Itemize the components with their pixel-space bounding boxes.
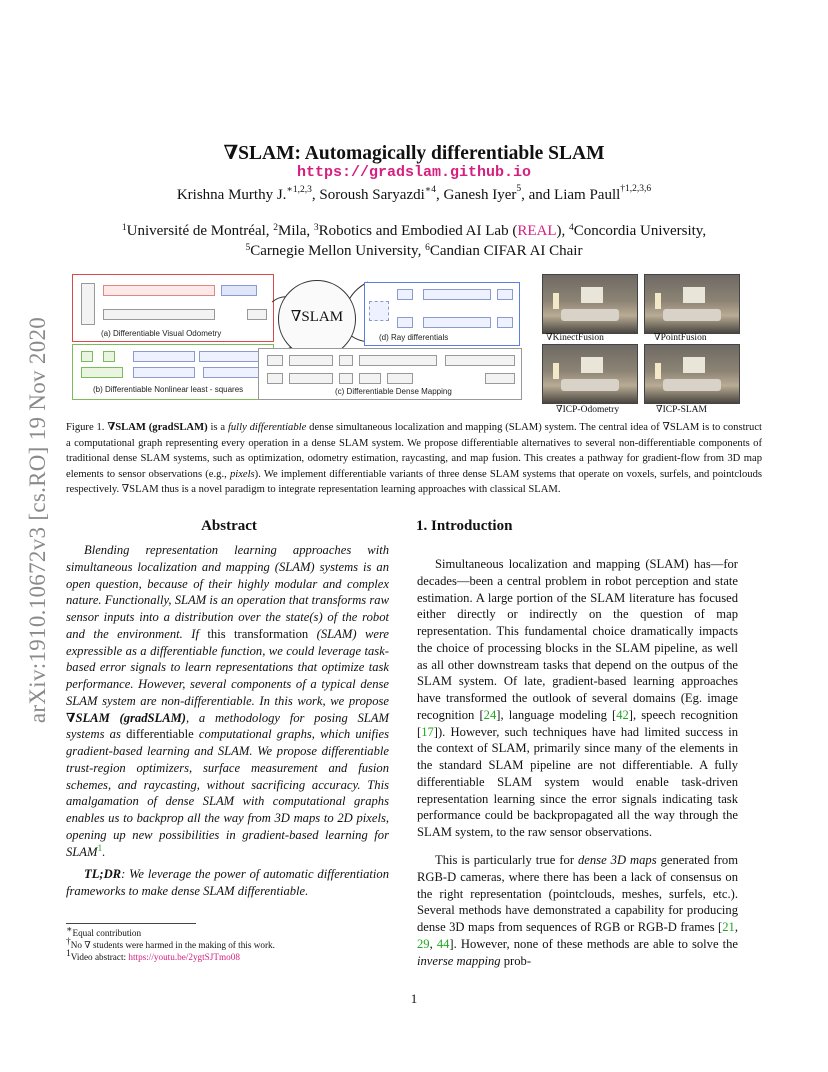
author-2-sup: ∗4 [424,185,436,195]
abstract-text: Blending representation learning approaches with simultaneous localization and mapping (SLAM) systems is an open question, because of their highly modular and complex nature. Functionally, SLAM is an operation that transforms raw sensor inputs into a distribution over the state(s) of the robot and the environment. If [66,543,389,641]
author-2: , Soroush Saryazdi [311,187,425,203]
intro-text: ], language modeling [ [496,707,617,722]
ray-node [497,317,513,328]
caption-emphasis: pixels [229,468,255,480]
arxiv-stamp-text: arXiv:1910.10672v3 [cs.RO] 19 Nov 2020 [25,316,50,724]
render-label: ∇ICP-Odometry [556,405,620,415]
ray-input [369,301,389,321]
intro-emphasis: inverse mapping [417,953,501,968]
affil-text: Université de Montréal, [126,223,274,239]
caption-text: is a [207,422,228,433]
gradslam-core-node [278,280,356,358]
abstract-bold: SLAM) [147,710,187,725]
tldr-text: : We leverage the power of automatic differentiation frameworks to make dense SLAM differentiable. [66,867,389,898]
output-block [247,309,267,320]
affiliations [60,221,768,261]
caption-label: Figure 1. [66,422,108,433]
abstract-bold: ∇SLAM (grad [66,710,148,725]
abstract-text: differentiable [126,727,194,742]
map-node [387,373,413,384]
footnote-equal-contribution [66,927,141,939]
panel-a-caption: (a) Differentiable Visual Odometry [101,329,222,338]
panel-ray-differentials [364,282,520,346]
footnote-text: Video abstract: [70,952,129,962]
node [203,367,261,378]
affil-sup: 6 [425,243,430,253]
abstract-heading: Abstract [201,518,257,534]
abstract-text: , a methodology for posing SLAM systems as [66,710,389,742]
real-lab-link[interactable]: REAL [517,223,557,239]
author-list [0,184,828,204]
footnote-text: No ∇ students were harmed in the making of this work. [70,940,275,950]
node [103,351,115,362]
affil-sup: 1 [121,223,127,233]
author-3-sup: 5 [516,184,522,194]
intro-text: This is particularly true for [435,853,578,867]
map-fusion-block [485,373,515,384]
intro-text: prob- [500,953,532,968]
render-label: ∇KinectFusion [546,333,604,343]
caption-emphasis: fully differentiable [227,422,307,433]
panel-c-caption: (c) Differentiable Dense Mapping [335,387,452,396]
paper-title: ∇SLAM: Automagically differentiable SLAM [223,143,605,164]
association-block [359,355,437,366]
affil-sup: 4 [569,223,574,233]
odometry-block [103,285,215,296]
ray-node [397,317,413,328]
measurement-block [445,355,515,366]
gaussian-block [423,317,491,328]
abstract-text: transformation [225,626,309,641]
jacobian-block [103,309,215,320]
affil-text: Robotics and Embodied AI Lab ( [318,223,518,239]
citation-link[interactable]: 17 [421,724,434,739]
panel-b-caption: (b) Differentiable Nonlinear least - squares [93,385,244,394]
map-node [339,355,353,366]
affil-text: Concordia University, [573,223,707,239]
render-pointfusion [644,274,740,334]
figure-caption [66,420,762,498]
author-1-sup: ∗1,2,3 [286,185,312,195]
node [133,367,195,378]
citation-link[interactable]: 24 [483,707,497,722]
panel-d-caption: (d) Ray differentials [379,333,449,342]
footnote-students [66,939,275,951]
abstract-text: (SLAM) were expressible as a differentiable function, we could leverage task-based error signals to learn representations that optimize task performance. However, several components of a typical dense SLAM system are non-differentiable. In this work, we propose [66,626,389,708]
map-node [359,373,381,384]
affil-sup: 3 [313,223,319,233]
footnote-symbol: ∗ [66,925,73,935]
abstract-text: computational graphs, which unifies gradient-based learning and SLAM. We propose differentiable trust-region optimizers, surface measurement and fusion schemes, and raycasting, without sacrificing accuracy. This amalgamation of dense SLAM with computational graphs enables us to backprop all the way from 3D maps to 2D pixels, opening up new possibilities in gradient-based learning for SLAM [66,727,389,859]
panel-dense-mapping [258,348,522,400]
intro-paragraph-1 [417,556,738,841]
node [81,367,123,378]
footnote-video [66,951,240,963]
citation-link[interactable]: 42 [616,707,629,722]
footnote-text: Equal contribution [72,928,142,938]
intro-text: ], speech recognition [ [417,707,738,739]
affil-sup: 5 [245,243,251,253]
intro-text: ]. However, none of these methods are able to solve the [449,936,739,951]
citation-link[interactable]: 44 [436,936,450,951]
footnote-rule [66,923,196,924]
panel-visual-odometry [72,274,274,342]
citation-link[interactable]: 29 [417,936,430,951]
project-block [289,355,333,366]
arxiv-stamp [18,280,58,760]
citation-link[interactable]: 21 [722,920,735,934]
intro-text: , [429,936,437,951]
map-node [267,373,283,384]
render-icp-slam [644,344,740,404]
project-url[interactable]: https://gradslam.github.io [296,164,532,181]
affil-sup: 2 [273,223,279,233]
intro-paragraph-2 [417,852,738,969]
render-kinectfusion [542,274,638,334]
ray-node [497,289,513,300]
panel-nonlinear-least-squares [72,344,274,400]
frame-stack [81,283,95,325]
abstract-text: this [207,626,226,641]
tldr-paragraph [66,866,389,900]
map-node [267,355,283,366]
affil-text: ), [556,223,569,239]
figure-1 [72,272,752,415]
page-number: 1 [410,991,418,1006]
footnote-symbol: † [66,937,71,947]
affil-text: Candian CIFAR AI Chair [429,243,583,259]
center-label: ∇SLAM [290,309,344,325]
caption-text: dense simultaneous localization and mapping (SLAM) system. The central idea of ∇SLAM is to construct a computational graph representing every operation in a dense SLAM system. We propose differentiable alternatives to several non-differentiable components of traditional dense SLAM systems, such as optimization, odometry estimation, raycasting, and map fusion. This creates a pathway for gradient-flow from 3D map elements to sensor observations (e.g., [66,422,762,480]
map-node [339,373,353,384]
intro-text: generated from RGB-D cameras, where there has been a lack of consensus on the right representation (pointclouds, meshes, surfels, etc.). Several methods have demonstrated a capability for producing dense 3D maps from sequences of RGB or RGB-D frames [ [417,853,739,934]
abstract-text: . [102,844,106,859]
author-1: Krishna Murthy J. [176,187,287,203]
affil-text: Mila, [278,223,314,239]
intro-text: , [734,920,738,934]
render-label: ∇PointFusion [654,333,707,343]
intro-text: ]). However, such techniques have had limited success in the context of SLAM, primarily since many of the elements in the standard SLAM pipeline are not differentiable. A fully differentiable SLAM system would enable task-driven representation learning since the error signals indicating task performance could be backpropagated all the way through the SLAM system, to the raw sensor observations. [417,724,738,839]
video-link[interactable]: https://youtu.be/2ygtSJTmo08 [128,952,240,962]
affil-text: Carnegie Mellon University, [250,243,426,259]
intro-text: Simultaneous localization and mapping (SLAM) has—for decades—been a central problem in robot perception and state estimation. A large portion of the SLAM literature has focused either directly or indirectly on the question of map representation. This fundamental choice dramatically impacts the choice of processing blocks in the SLAM pipeline, as well as all other downstream tasks that depend on the outpus of the SLAM system. Of late, gradient-based learning approaches have transformed the outlook of several domains (Eg. image recognition [ [417,557,738,722]
footnote-ref[interactable]: 1 [97,843,103,854]
node [133,351,195,362]
tldr-label: TL;DR [84,867,122,881]
backproject-block [289,373,333,384]
render-icp-odometry [542,344,638,404]
node [81,351,93,362]
ray-node [397,289,413,300]
abstract-paragraph [66,542,389,860]
caption-bold: ∇SLAM (gradSLAM) [107,422,208,433]
caption-text: ). We implement differentiable variants of three dense SLAM systems that operate on voxels, surfels, and pointclouds respectively. ∇SLAM thus is a novel paradigm to integrate representation learning approaches with classical SLAM. [66,468,762,496]
author-3: , Ganesh Iyer [436,187,517,203]
author-4: , and Liam Paull [521,187,621,203]
introduction-heading: 1. Introduction [416,518,513,534]
lm-block [221,285,257,296]
author-4-sup: †1,2,3,6 [620,184,652,194]
node [199,351,261,362]
intro-emphasis: dense 3D maps [578,853,657,867]
render-label: ∇ICP-SLAM [656,405,707,415]
footnote-symbol: 1 [66,949,71,959]
intersect-block [423,289,491,300]
